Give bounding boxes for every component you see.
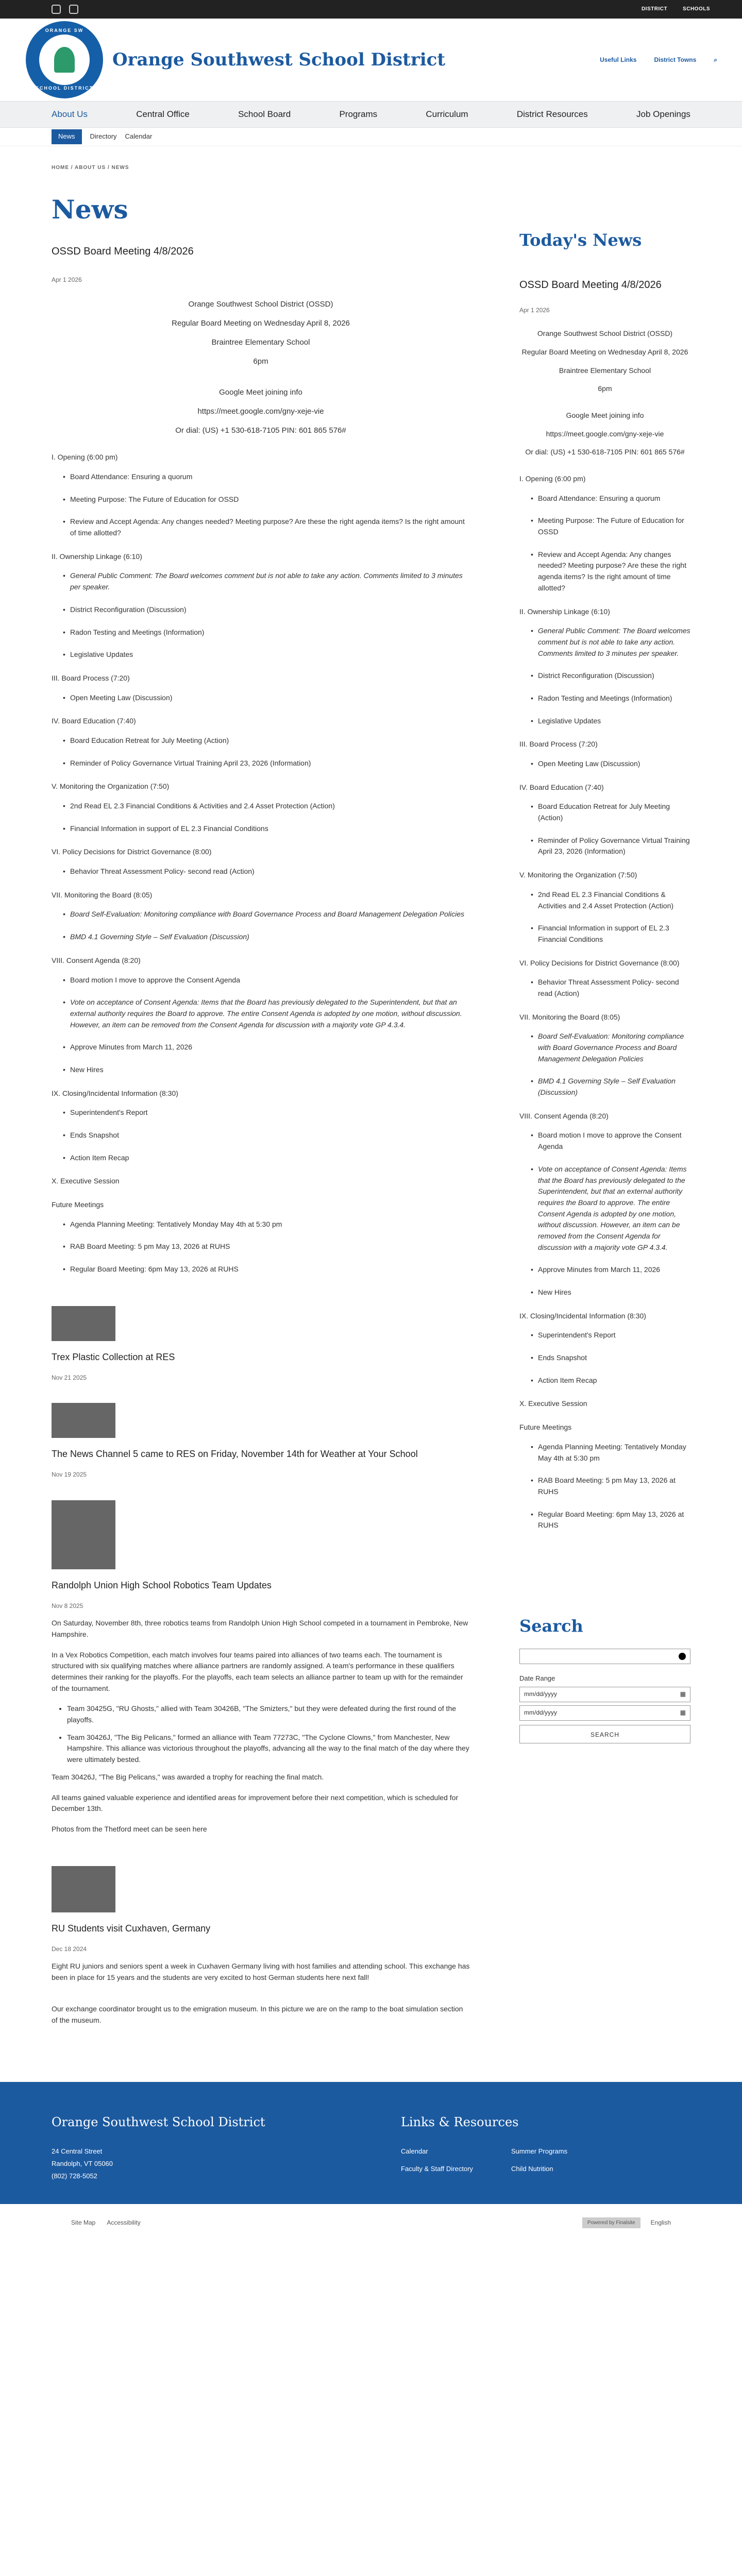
agenda-item: • Board Education Retreat for July Meeting (Action) — [531, 801, 690, 823]
site-map-link[interactable]: Site Map — [71, 2219, 96, 2227]
agenda-item: • District Reconfiguration (Discussion) — [63, 604, 470, 616]
news-title[interactable]: Randolph Union High School Robotics Team Updates — [52, 1580, 272, 1590]
agenda-item: • Review and Accept Agenda: Any changes needed? Meeting purpose? Are these the right agenda items? Is the right amount of time allotted? — [63, 516, 470, 538]
sidebar-article-date: Apr 1 2026 — [519, 306, 550, 314]
news-body — [52, 1961, 470, 2026]
search-button[interactable]: SEARCH — [519, 1725, 690, 1743]
article-line: Braintree Elementary School — [211, 338, 310, 347]
nav-school-board[interactable]: School Board — [238, 109, 291, 119]
agenda-section — [519, 473, 690, 594]
news-list-item: • Team 30426J, "The Big Pelicans," formed an alliance with Team 77273C, "The Cyclone Clowns," from Manchester, New Hampshire. This alliance was victorious throughout the playoffs, advancing all the way to the final match of the day where they were ultimately bested. — [67, 1732, 470, 1766]
district-logo[interactable]: ORANGE SW SCHOOL DISTRICT — [26, 21, 103, 98]
footer-city: Randolph, VT 05060 — [52, 2160, 113, 2168]
article-line: 6pm — [253, 357, 268, 366]
todays-news-heading: Today's News — [519, 230, 642, 250]
agenda-section — [519, 1422, 690, 1531]
news-title[interactable]: Trex Plastic Collection at RES — [52, 1351, 175, 1362]
breadcrumb[interactable]: HOME / ABOUT US / NEWS — [52, 165, 129, 171]
meet-link[interactable]: https://meet.google.com/gny-xeje-vie — [546, 429, 664, 438]
date-range-label: Date Range — [519, 1674, 555, 1682]
agenda-section — [52, 1176, 470, 1187]
news-list-item: • Team 30425G, "RU Ghosts," allied with Team 30426B, "The Smizters," but they were defeated during the first round of the playoffs. — [67, 1703, 470, 1725]
agenda-item: • Vote on acceptance of Consent Agenda: Items that the Board has previously delegated to the Superintendent, but that an external authority requires the Board to approve. The entire Consent Agenda is adopted by one motion, without discussion. However, an item can be removed from the Consent Agenda for discussion with a majority vote GP 4.3.4. — [63, 997, 470, 1030]
sidebar-article-header — [519, 328, 690, 458]
agenda-heading: Future Meetings — [519, 1423, 572, 1432]
calendar-icon: ▦ — [680, 1709, 686, 1717]
news-date: Nov 8 2025 — [52, 1602, 83, 1609]
agenda-heading: IV. Board Education (7:40) — [519, 783, 604, 791]
agenda-item: • Board Attendance: Ensuring a quorum — [531, 493, 690, 504]
agenda-item: • Approve Minutes from March 11, 2026 — [63, 1042, 470, 1053]
agenda-item: • Financial Information in support of EL 2.3 Financial Conditions — [531, 923, 690, 945]
agenda-heading: I. Opening (6:00 pm) — [519, 474, 586, 483]
nav-central-office[interactable]: Central Office — [136, 109, 190, 119]
search-heading: Search — [519, 1616, 583, 1636]
footer-link[interactable]: Summer Programs — [511, 2147, 568, 2156]
article-line: Orange Southwest School District (OSSD) — [188, 299, 333, 309]
news-item — [52, 1306, 470, 1382]
accessibility-link[interactable]: Accessibility — [107, 2219, 141, 2227]
agenda-item: • Board Education Retreat for July Meeting (Action) — [63, 735, 470, 747]
agenda-item: • Radon Testing and Meetings (Information) — [63, 627, 470, 638]
nav-job-openings[interactable]: Job Openings — [636, 109, 690, 119]
agenda-heading: II. Ownership Linkage (6:10) — [52, 552, 142, 561]
agenda-heading: IX. Closing/Incidental Information (8:30) — [52, 1089, 178, 1097]
nav-about-us[interactable]: About Us — [52, 109, 88, 119]
news-body — [52, 1618, 470, 1835]
agenda-heading: X. Executive Session — [519, 1399, 587, 1408]
end-date-input[interactable]: mm/dd/yyyy ▦ — [519, 1705, 690, 1721]
sidebar — [519, 146, 690, 2036]
agenda-item: • Behavior Threat Assessment Policy- second read (Action) — [63, 866, 470, 877]
instagram-icon[interactable] — [69, 5, 78, 14]
agenda-section — [519, 782, 690, 857]
agenda-item: • BMD 4.1 Governing Style – Self Evaluation (Discussion) — [63, 931, 470, 943]
agenda-section — [52, 673, 470, 703]
page-title: News — [52, 194, 128, 225]
agenda-item: • General Public Comment: The Board welcomes comment but is not able to take any action. Comments limited to 3 minutes per speaker. — [531, 625, 690, 659]
news-paragraph: Team 30426J, "The Big Pelicans," was awarded a trophy for reaching the final match. — [52, 1772, 324, 1781]
news-item — [52, 1500, 470, 1835]
news-paragraph: Our exchange coordinator brought us to the emigration museum. In this picture we are on the ramp to the boat simulation section of the museum. — [52, 2005, 463, 2025]
powered-by[interactable]: Powered by Finalsite — [582, 2217, 640, 2229]
language-select[interactable]: English — [650, 2219, 671, 2227]
agenda-item: • Vote on acceptance of Consent Agenda: Items that the Board has previously delegated to the Superintendent, but that an external authority requires the Board to approve. The entire Consent Agenda is adopted by one motion, without discussion. However, an item can be removed from the Consent Agenda for discussion with a majority vote GP 4.3.4. — [531, 1164, 690, 1253]
search-submit-icon[interactable] — [679, 1653, 686, 1660]
agenda-item: • Review and Accept Agenda: Any changes needed? Meeting purpose? Are these the right agenda items? Is the right amount of time allotted? — [531, 549, 690, 594]
footer-address: 24 Central Street — [52, 2147, 103, 2156]
agenda-heading: VII. Monitoring the Board (8:05) — [519, 1012, 620, 1021]
article-line: Regular Board Meeting on Wednesday April 8, 2026 — [521, 347, 688, 356]
agenda-item: • Meeting Purpose: The Future of Education for OSSD — [63, 494, 470, 505]
agenda-item: • Board motion I move to approve the Consent Agenda — [531, 1130, 690, 1152]
agenda-item: • Open Meeting Law (Discussion) — [531, 758, 690, 770]
agenda-item: • Reminder of Policy Governance Virtual Training April 23, 2026 (Information) — [531, 835, 690, 857]
footer-link[interactable]: Child Nutrition — [511, 2165, 553, 2173]
top-bar — [0, 0, 742, 19]
subnav-news[interactable]: News — [52, 129, 82, 144]
agenda-heading: X. Executive Session — [52, 1177, 120, 1185]
agenda-item: • Regular Board Meeting: 6pm May 13, 2026 at RUHS — [63, 1264, 470, 1275]
agenda-section — [519, 870, 690, 945]
sidebar-article-title[interactable]: OSSD Board Meeting 4/8/2026 — [519, 279, 662, 291]
agenda-item: • Board Self-Evaluation: Monitoring compliance with Board Governance Process and Board Management Delegation Policies — [531, 1031, 690, 1064]
photos-link[interactable]: Photos from the Thetford meet can be seen here — [52, 1824, 207, 1833]
article-line: Orange Southwest School District (OSSD) — [537, 329, 673, 338]
news-thumbnail[interactable] — [52, 1866, 115, 1912]
article-line: Google Meet joining info — [219, 387, 302, 397]
links-title: Links & Resources — [401, 2114, 519, 2129]
agenda-heading: VI. Policy Decisions for District Governance (8:00) — [52, 848, 212, 856]
district-link[interactable]: DISTRICT — [641, 6, 668, 12]
sub-nav — [0, 128, 742, 146]
agenda-heading: VIII. Consent Agenda (8:20) — [52, 956, 141, 964]
news-search — [519, 1614, 690, 1743]
facebook-icon[interactable] — [52, 5, 61, 14]
agenda-section — [519, 606, 690, 727]
agenda-item: • General Public Comment: The Board welcomes comment but is not able to take any action. Comments limited to 3 minutes per speaker. — [63, 570, 470, 592]
footer-link[interactable]: Calendar — [401, 2147, 428, 2156]
footer-link[interactable]: Faculty & Staff Directory — [401, 2165, 473, 2173]
news-item — [52, 1866, 470, 2026]
agenda-item: • Legislative Updates — [63, 649, 470, 660]
agenda-item: • Agenda Planning Meeting: Tentatively Monday May 4th at 5:30 pm — [63, 1219, 470, 1230]
article-line: Google Meet joining info — [566, 411, 644, 419]
search-input[interactable] — [519, 1649, 690, 1664]
agenda-heading: IV. Board Education (7:40) — [52, 717, 136, 725]
search-icon[interactable]: ⌕ — [714, 56, 717, 63]
agenda-section — [52, 1088, 470, 1164]
agenda-section — [519, 958, 690, 999]
agenda-item: • RAB Board Meeting: 5 pm May 13, 2026 at RUHS — [531, 1475, 690, 1497]
news-title[interactable]: The News Channel 5 came to RES on Friday, November 14th for Weather at Your School — [52, 1449, 418, 1460]
nav-district-resources[interactable]: District Resources — [516, 109, 588, 119]
agenda-heading: I. Opening (6:00 pm) — [52, 453, 118, 462]
agenda-item: • Behavior Threat Assessment Policy- second read (Action) — [531, 977, 690, 999]
agenda-heading: VIII. Consent Agenda (8:20) — [519, 1111, 609, 1120]
agenda-item: • District Reconfiguration (Discussion) — [531, 670, 690, 682]
dial-info: Or dial: (US) +1 530-618-7105 PIN: 601 865 576# — [175, 426, 346, 435]
agenda-section — [52, 955, 470, 1076]
agenda-item: • Legislative Updates — [531, 716, 690, 727]
agenda-section — [519, 1398, 690, 1410]
schools-link[interactable]: SCHOOLS — [683, 6, 710, 12]
agenda-section — [52, 781, 470, 834]
agenda-section — [52, 846, 470, 877]
agenda-section — [52, 452, 470, 538]
footer-title: Orange Southwest School District — [52, 2114, 265, 2129]
site-header — [0, 19, 742, 101]
useful-links-menu[interactable]: Useful Links — [600, 56, 637, 63]
article-line: 6pm — [598, 384, 612, 393]
agenda-heading: VII. Monitoring the Board (8:05) — [52, 890, 153, 899]
agenda-heading: III. Board Process (7:20) — [52, 673, 130, 682]
agenda-heading: Future Meetings — [52, 1200, 104, 1209]
agenda-section — [519, 1012, 690, 1098]
news-date: Nov 19 2025 — [52, 1471, 87, 1479]
main-content — [52, 146, 470, 2036]
agenda-item: • Board Self-Evaluation: Monitoring compliance with Board Governance Process and Board Management Delegation Policies — [63, 909, 470, 920]
article-date: Apr 1 2026 — [52, 276, 82, 283]
subnav-calendar[interactable]: Calendar — [125, 132, 153, 141]
agenda-section — [52, 1199, 470, 1275]
article-line: Braintree Elementary School — [559, 366, 651, 375]
agenda-item: • Radon Testing and Meetings (Information) — [531, 693, 690, 704]
agenda-item: • Meeting Purpose: The Future of Education for OSSD — [531, 515, 690, 537]
dial-info: Or dial: (US) +1 530-618-7105 PIN: 601 865 576# — [525, 448, 685, 456]
agenda-item: • Action Item Recap — [531, 1375, 690, 1386]
agenda-item: • Financial Information in support of EL 2.3 Financial Conditions — [63, 823, 470, 835]
agenda-item: • Approve Minutes from March 11, 2026 — [531, 1264, 690, 1276]
footer-phone[interactable]: (802) 728-5052 — [52, 2172, 97, 2180]
news-thumbnail[interactable] — [52, 1306, 115, 1341]
agenda-item: • Board Attendance: Ensuring a quorum — [63, 471, 470, 483]
site-title[interactable]: Orange Southwest School District — [112, 49, 446, 70]
agenda-heading: III. Board Process (7:20) — [519, 740, 598, 749]
nav-curriculum[interactable]: Curriculum — [426, 109, 468, 119]
agenda-section — [519, 1311, 690, 1386]
subnav-directory[interactable]: Directory — [90, 132, 117, 141]
agenda-item: • Action Item Recap — [63, 1153, 470, 1164]
agenda-section — [52, 890, 470, 943]
start-date-input[interactable]: mm/dd/yyyy ▦ — [519, 1687, 690, 1702]
agenda-item: • New Hires — [531, 1287, 690, 1298]
news-paragraph: Eight RU juniors and seniors spent a week in Cuxhaven Germany living with host families and attending school. This exchange has been in place for 15 years and the students are very excited to host German students here next fall! — [52, 1962, 470, 1981]
agenda-item: • Open Meeting Law (Discussion) — [63, 692, 470, 704]
news-paragraph: All teams gained valuable experience and identified areas for improvement before their next competition, which is scheduled for December 13th. — [52, 1793, 459, 1813]
news-item — [52, 1403, 470, 1479]
news-thumbnail[interactable] — [52, 1403, 115, 1438]
agenda-section — [52, 716, 470, 769]
news-date: Dec 18 2024 — [52, 1945, 87, 1953]
news-date: Nov 21 2025 — [52, 1374, 87, 1381]
agenda-item: • Ends Snapshot — [63, 1130, 470, 1141]
agenda-heading: V. Monitoring the Organization (7:50) — [52, 782, 170, 791]
agenda-heading: II. Ownership Linkage (6:10) — [519, 607, 610, 616]
news-paragraph: On Saturday, November 8th, three robotics teams from Randolph Union High School competed in a tournament in Pembroke, New Hampshire. — [52, 1619, 468, 1638]
agenda-heading: V. Monitoring the Organization (7:50) — [519, 871, 637, 879]
agenda-item: • Agenda Planning Meeting: Tentatively Monday May 4th at 5:30 pm — [531, 1442, 690, 1464]
agenda-section — [52, 551, 470, 660]
news-thumbnail[interactable] — [52, 1500, 115, 1569]
agenda-item: • Superintendent's Report — [63, 1107, 470, 1118]
agenda-item: • Regular Board Meeting: 6pm May 13, 2026 at RUHS — [531, 1509, 690, 1531]
nav-programs[interactable]: Programs — [339, 109, 378, 119]
sidebar-agenda-sections — [519, 473, 690, 1531]
agenda-item: • Board motion I move to approve the Consent Agenda — [63, 975, 470, 986]
footer — [0, 2082, 742, 2205]
agenda-item: • Ends Snapshot — [531, 1352, 690, 1364]
article-title[interactable]: OSSD Board Meeting 4/8/2026 — [52, 246, 194, 257]
main-nav — [0, 101, 742, 128]
agenda-sections — [52, 452, 470, 1275]
agenda-item: • New Hires — [63, 1064, 470, 1076]
article-header — [52, 298, 470, 437]
calendar-icon: ▦ — [680, 1690, 686, 1698]
agenda-item: • Reminder of Policy Governance Virtual Training April 23, 2026 (Information) — [63, 758, 470, 769]
agenda-item: • 2nd Read EL 2.3 Financial Conditions & Activities and 2.4 Asset Protection (Action) — [531, 889, 690, 911]
news-title[interactable]: RU Students visit Cuxhaven, Germany — [52, 1923, 211, 1934]
agenda-heading: VI. Policy Decisions for District Governance (8:00) — [519, 958, 680, 967]
agenda-section — [519, 739, 690, 769]
district-towns-menu[interactable]: District Towns — [654, 56, 697, 63]
agenda-heading: IX. Closing/Incidental Information (8:30) — [519, 1311, 646, 1320]
agenda-item: • BMD 4.1 Governing Style – Self Evaluation (Discussion) — [531, 1076, 690, 1098]
news-paragraph: In a Vex Robotics Competition, each match involves four teams paired into alliances of two teams each. The tournament is structured with six qualifying matches where alliance partners are randomly assigned. A team's performance in these qualifiers determines their ranking for the playoffs. For the playoffs, each team selects an alliance partner to team up with for the remainder of the tournament. — [52, 1650, 463, 1692]
agenda-item: • RAB Board Meeting: 5 pm May 13, 2026 at RUHS — [63, 1241, 470, 1252]
agenda-item: • Superintendent's Report — [531, 1330, 690, 1341]
agenda-section — [519, 1111, 690, 1298]
article-line: Regular Board Meeting on Wednesday April 8, 2026 — [172, 318, 350, 328]
meet-link[interactable]: https://meet.google.com/gny-xeje-vie — [197, 406, 324, 416]
agenda-item: • 2nd Read EL 2.3 Financial Conditions & Activities and 2.4 Asset Protection (Action) — [63, 801, 470, 812]
bottom-bar — [0, 2204, 742, 2241]
